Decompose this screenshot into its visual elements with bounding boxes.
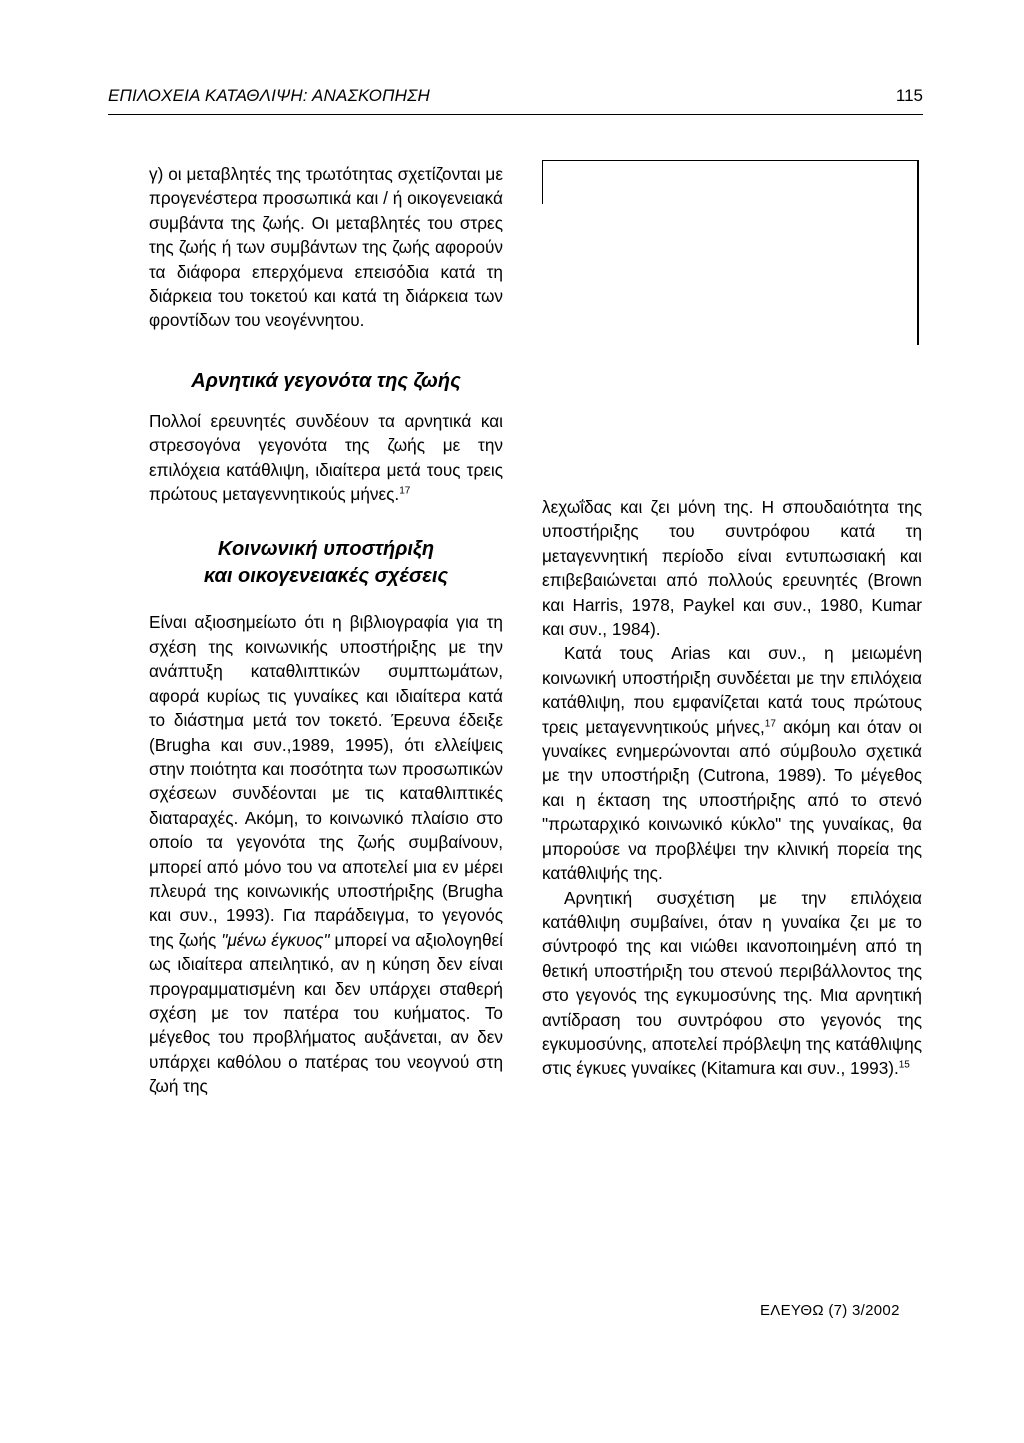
right-para-2 [542, 641, 922, 885]
intro-paragraph: γ) οι μεταβλητές της τρωτότητας σχετίζονται με προγενέστερα προσωπικά και / ή οικογενειακά συμβάντα της ζωής. Οι μεταβλητές του στρες της ζωής ή των συμβάντων της ζωής αφορούν τα διάφορα επερχόμενα επεισόδια κατά τη διάρκεια του τοκετού και κατά τη διάρκεια των φροντίδων του νεογέννητου. [149, 164, 503, 331]
section2-quote: "μένω έγκυος" [221, 929, 330, 950]
page-number: 115 [895, 86, 923, 105]
left-column [149, 162, 503, 1099]
section-title-negative-events: Αρνητικά γεγονότα της ζωής [191, 369, 461, 392]
section2-title-line2: και οικογενειακές σχέσεις [203, 565, 449, 588]
right-para-3-text: Αρνητική συσχέτιση με την επιλόχεια κατάθλιψη συμβαίνει, όταν η γυναίκα ζει με το σύντροφό της και νιώθει ικανοποιημένη από τη θετική υποστήριξη του στενού περιβάλλοντος της στο γεγονός της εγκυμοσύνης της. Μια αρνητική αντίδραση του συντρόφου στο γεγονός της εγκυμοσύνης, αποτελεί πρόβλεψη της κατάθλιψης στις έγκυες γυναίκες (Kitamura και συν., 1993). [542, 887, 922, 1079]
section2-title-line1: Κοινωνική υποστήριξη [217, 538, 435, 561]
section2-text-b: μπορεί να αξιολογηθεί ως ιδιαίτερα απειλητικό, αν η κύηση δεν είναι προγραμματισμένη και δεν υπάρχει σταθερή σχέση με τον πατέρα του κυήματος. Το μέγεθος του προβλήματος αυξάνεται, αν δεν υπάρχει καθόλου ο πατέρας του νεογνού στη ζωή της [149, 929, 503, 1097]
header-rule [108, 114, 923, 115]
right-para-3-reference: 15 [898, 1059, 910, 1071]
section2-text-a: Είναι αξιοσημείωτο ότι η βιβλιογραφία για τη σχέση της κοινωνικής υποστήριξης με την ανάπτυξη καταθλιπτικών συμπτωμάτων, αφορά κυρίως τις γυναίκες και ιδιαίτερα κατά το διάστημα μετά τον τοκετό. Έρευνα έδειξε (Brugha και συν.,1989, 1995), ότι ελλείψεις στην ποιότητα και ποσότητα των προσωπικών σχέσεων συνδέονται με τις καταθλιπτικές διαταραχές. Ακόμη, το κοινωνικό πλαίσιο στο οποίο τα γεγονότα της ζωής συμβαίνουν, μπορεί από μόνο του να αποτελεί μια εν μέρει πλευρά της κοινωνικής υποστήριξης (Brugha και συν., 1993). Για παράδειγμα, το γεγονός της ζωής [149, 612, 503, 950]
right-para-2-reference: 17 [764, 717, 776, 729]
section-title-social-support [149, 536, 503, 590]
running-title: ΕΠΙΛΟΧΕΙΑ ΚΑΤΑΘΛΙΨΗ: ΑΝΑΣΚΟΠΗΣΗ [108, 86, 430, 105]
section1-reference: 17 [399, 485, 411, 497]
section2-paragraph [149, 610, 503, 1098]
right-para-2-text-a: Κατά τους Arias και συν., η μειωμένη κοινωνική υποστήριξη συνδέεται με την επιλόχεια κατάθλιψη, που εμφανίζεται κατά τους πρώτους τρεις μεταγεννητικούς μήνες, [542, 643, 922, 737]
empty-frame-box [542, 160, 919, 345]
right-para-3 [542, 886, 922, 1081]
frame-left-edge [542, 160, 543, 204]
running-header [108, 86, 923, 110]
right-column [542, 495, 922, 1081]
right-para-1: λεχωΐδας και ζει μόνη της. Η σπουδαιότητα της υποστήριξης του συντρόφου κατά τη μεταγεννητική περίοδο είναι εντυπωσιακή και επιβεβαιώνεται από πολλούς ερευνητές (Brown και Harris, 1978, Paykel και συν., 1980, Kumar και συν., 1984). [542, 497, 922, 640]
journal-footer: ΕΛΕΥΘΩ (7) 3/2002 [760, 1302, 900, 1319]
section1-paragraph [149, 409, 503, 507]
section1-text: Πολλοί ερευνητές συνδέουν τα αρνητικά και στρεσογόνα γεγονότα της ζωής με την επιλόχεια κατάθλιψη, ιδιαίτερα μετά τους τρεις πρώτους μεταγεννητικούς μήνες. [149, 410, 503, 505]
right-para-2-text-b: ακόμη και όταν οι γυναίκες ενημερώνονται από σύμβουλο σχετικά με την υποστήριξη (Cutrona, 1989). Το μέγεθος και η έκταση της υποστήριξης από το στενό "πρωταρχικό κοινωνικό κύκλο" της γυναίκας, θα μπορούσε να προβλέψει την κλινική πορεία της κατάθλιψής της. [542, 716, 922, 884]
